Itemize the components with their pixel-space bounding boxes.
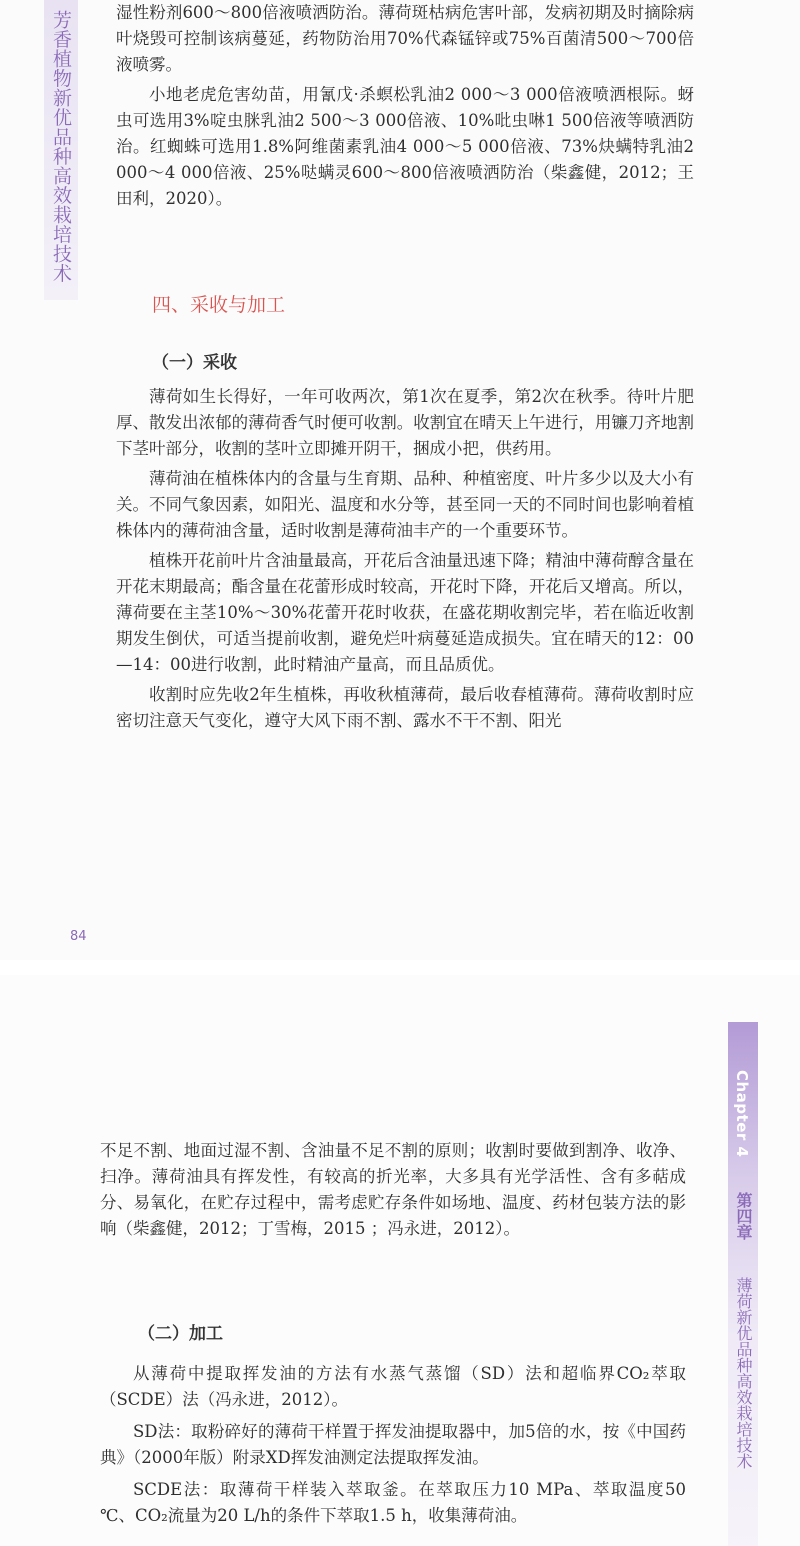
page-number: 84	[70, 929, 87, 944]
paragraph: 不足不割、地面过湿不割、含油量不足不割的原则；收割时要做到割净、收净、扫净。薄荷油具有挥发性，有较高的折光率，大多具有光学活性、含有多萜成分、易氧化，在贮存过程中，需考虑贮存条件如场地、温度、药材包装方法的影响（柴鑫健，2012；丁雪梅，2015 ；冯永进，2012）。	[100, 1141, 686, 1238]
running-head-band	[44, 0, 78, 300]
page1-harvest-text	[116, 380, 694, 734]
paragraph: 薄荷如生长得好，一年可收两次，第1次在夏季，第2次在秋季。待叶片肥厚、散发出浓郁的薄荷香气时便可收割。收割宜在晴天上午进行，用镰刀齐地割下茎叶部分，收割的茎叶立即摊开阴干，捆成小把，供药用。	[116, 387, 694, 458]
paragraph: SD法：取粉碎好的薄荷干样置于挥发油提取器中，加5倍的水，按《中国药典》（2000年版）附录XD挥发油测定法提取挥发油。	[100, 1422, 686, 1467]
chapter-tab	[728, 1022, 758, 1546]
chapter-title: 薄荷新优品种高效栽培技术	[734, 1277, 753, 1469]
paragraph: 小地老虎危害幼苗，用氰戊·杀螟松乳油2 000～3 000倍液喷洒根际。蚜虫可选用3%啶虫脒乳油2 500～3 000倍液、10%吡虫啉1 500倍液等喷洒防治。红蜘蛛可选用1.8%阿维菌素乳油4 000～5 000倍液、73%炔螨特乳油2 000～4 000倍液、25%哒螨灵600～800倍液喷洒防治（柴鑫健，2012；王田利，2020）。	[116, 85, 694, 208]
subsection-heading-harvest: （一）采收	[152, 353, 237, 373]
paragraph: SCDE法：取薄荷干样装入萃取釜。在萃取压力10 MPa、萃取温度50 ℃、CO₂流量为20 L/h的条件下萃取1.5 h，收集薄荷油。	[100, 1480, 686, 1525]
paragraph: 收割时应先收2年生植株，再收秋植薄荷，最后收春植薄荷。薄荷收割时应密切注意天气变化，遵守大风下雨不割、露水不干不割、阳光	[116, 685, 694, 730]
paragraph: 植株开花前叶片含油量最高，开花后含油量迅速下降；精油中薄荷醇含量在开花末期最高；酯含量在花蕾形成时较高，开花时下降，开花后又增高。所以，薄荷要在主茎10%～30%花蕾开花时收获，在盛花期收割完毕，若在临近收割期发生倒伏，可适当提前收割，避免烂叶病蔓延造成损失。宜在晴天的12：00—14：00进行收割，此时精油产量高，而且品质优。	[116, 551, 694, 674]
page2-processing-text	[100, 1355, 686, 1529]
paragraph: 从薄荷中提取挥发油的方法有水蒸气蒸馏（SD）法和超临界CO₂萃取（SCDE）法（冯永进，2012）。	[100, 1364, 686, 1409]
paragraph: 湿性粉剂600～800倍液喷洒防治。薄荷斑枯病危害叶部，发病初期及时摘除病叶烧毁可控制该病蔓延，药物防治用70%代森锰锌或75%百菌清500～700倍液喷雾。	[116, 3, 694, 74]
page1-intro	[116, 0, 694, 212]
chapter-label-chinese: 第四章	[734, 1192, 753, 1240]
subsection-heading-processing: （二）加工	[138, 1324, 223, 1344]
page2-continued-text	[100, 1138, 686, 1242]
running-head-title: 芳香植物新优品种高效栽培技术	[50, 10, 72, 283]
chapter-label-english: Chapter 4	[733, 1070, 751, 1158]
paragraph: 薄荷油在植株体内的含量与生育期、品种、种植密度、叶片多少以及大小有关。不同气象因素，如阳光、温度和水分等，甚至同一天的不同时间也影响着植株体内的薄荷油含量，适时收割是薄荷油丰产的一个重要环节。	[116, 469, 694, 540]
section-heading: 四、采收与加工	[152, 294, 286, 316]
